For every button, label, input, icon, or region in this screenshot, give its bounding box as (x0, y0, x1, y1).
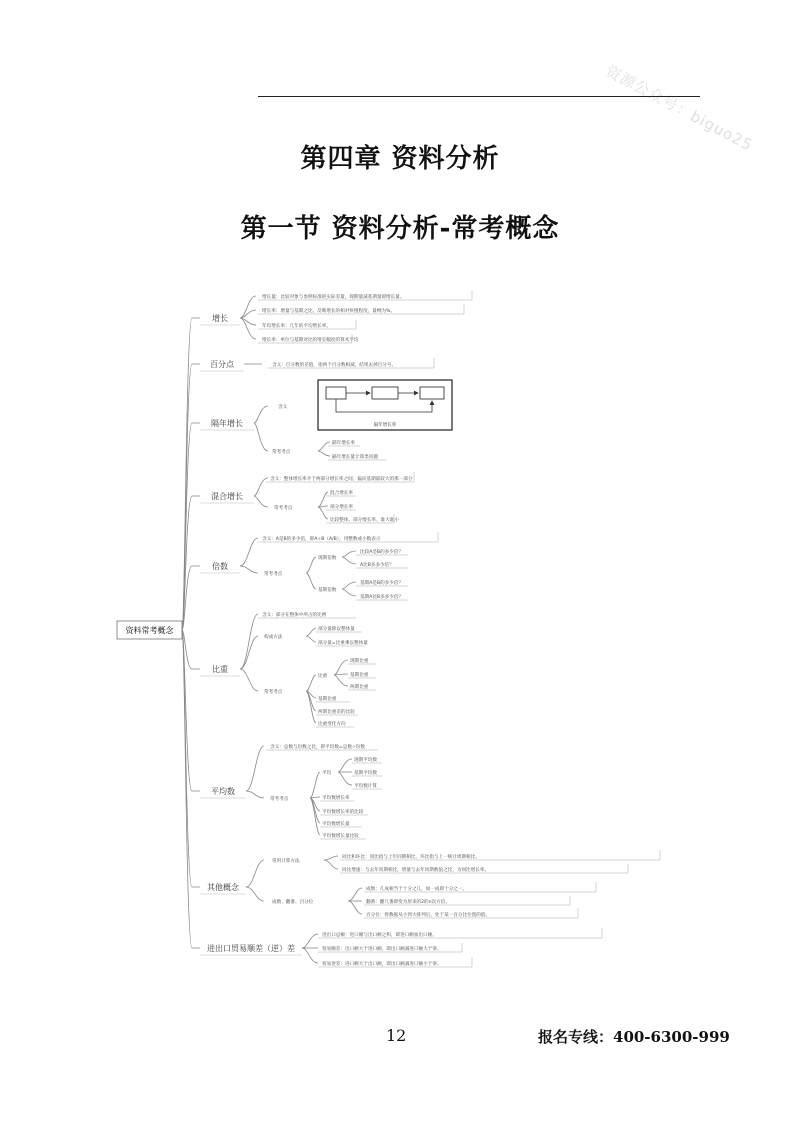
page-number: 12 (386, 1026, 407, 1045)
watermark: 资源公众号：biguo25 (602, 61, 756, 155)
leaf-proportion-sub: 比重 (318, 674, 328, 679)
leaf-proportion-change: 比重变化方向 (318, 722, 346, 727)
leaf-proportion-method: 构成方法 (264, 635, 283, 640)
leaf-interval-growth-rate: 隔年增长率 (332, 441, 355, 446)
mind-map-root: 资料常考概念 (125, 626, 174, 635)
leaf-mixed-growth-rate: 混合增长率 (330, 491, 353, 496)
leaf-proportion-method-1: 部分量除以整体量 (318, 627, 355, 632)
chapter-title: 第四章 资料分析 (300, 144, 500, 174)
interval-growth-diagram-caption: 隔年增长率 (373, 423, 397, 428)
leaf-total-trade: 进出口总额：进口额与出口额之和，即进口额加出口额。 (322, 933, 437, 938)
leaf-tenths-doubling-percentile: 成数、翻番、百分位 (272, 900, 314, 905)
leaf-doubling: 翻番：翻几番即变为原来的2的n次方倍。 (366, 900, 450, 905)
interval-growth-diagram (318, 380, 452, 430)
leaf-base-average: 基期平均数 (354, 771, 377, 776)
leaf-base-proportion: 基期比重 (318, 697, 337, 702)
leaf-average-definition: 含义：总数与份数之比，即平均数=总数÷份数 (270, 745, 365, 750)
section-title: 第一节 资料分析-常考概念 (240, 214, 560, 244)
branch-other-concepts: 其他概念 (207, 883, 239, 892)
branch-multiple: 倍数 (212, 562, 228, 571)
leaf-current-average: 现期平均数 (354, 758, 377, 763)
leaf-multiple-test-points: 常考考点 (264, 572, 283, 577)
leaf-yoy-growth: 同比增速：与去年同期相比，增量与去年同期数值之比，为同比增长率。 (342, 868, 490, 873)
branch-percentage-point: 百分点 (210, 360, 234, 369)
registration-hotline: 报名专线：400-6300-999 (538, 1028, 730, 1046)
leaf-growth-rate: 增长率：增量与基期之比，反映增长的相对快慢程度，量纲为%。 (262, 309, 395, 314)
leaf-current-multiple-q2: A比B多多少倍？ (360, 563, 394, 568)
leaf-average-calc: 平均数计算 (354, 784, 377, 789)
leaf-yoy-mom: 同比和环比：同比指与上年同期相比，环比指与上一统计周期相比。 (342, 855, 480, 860)
leaf-mixed-growth-test-points: 常考考点 (274, 506, 293, 511)
leaf-proportion-method-2: 部分量=比重乘以整体量 (318, 641, 368, 646)
leaf-common-calc-methods: 常用计算方法 (272, 859, 300, 864)
branch-trade-balance: 进出口贸易顺差（逆）差 (207, 944, 295, 953)
leaf-percentage-point-definition: 含义：百分数的差值，指两个百分数相减，结果去掉百分号。 (272, 363, 397, 368)
leaf-current-multiple-q1: 比较A是B的多少倍？ (360, 550, 404, 555)
leaf-annual-growth-rate: 年均增长率：几年的平均增长率。 (262, 324, 331, 329)
leaf-mixed-growth-compare: 比较整体、部分增长率、谁大谁小 (330, 518, 399, 523)
leaf-two-period-proportion-sub: 两期比重 (350, 685, 369, 690)
leaf-average-growth-rate-compare: 平均数增长率的比较 (322, 810, 364, 815)
leaf-proportion-test-points: 常考考点 (264, 690, 283, 695)
leaf-interval-growth-definition: 含义 (278, 405, 288, 410)
leaf-proportion-definition: 含义：部分在整体中所占的比例 (262, 613, 327, 618)
leaf-base-multiple-q1: 基期A是B的多少倍？ (360, 581, 404, 586)
leaf-multiple-definition: 含义：A是B的多少倍，即A÷B（A/B），用整数或小数表示 (262, 537, 381, 542)
leaf-base-multiple-q2: 基期A比B多多少倍？ (360, 595, 404, 600)
leaf-trade-surplus: 贸易顺差：出口额大于进口额，即出口额减进口额大于零。 (322, 947, 442, 952)
leaf-base-proportion-sub: 基期比重 (350, 673, 369, 678)
leaf-average-growth-amount-compare: 平均数增长量比较 (322, 834, 359, 839)
leaf-interval-growth-amount: 隔年增长量计算类问题 (332, 455, 378, 460)
leaf-percentile: 百分位：将数据从小到大排列后，处于某一百分比位置的值。 (366, 913, 491, 918)
leaf-current-multiple: 现期倍数 (318, 556, 337, 561)
branch-proportion: 比重 (212, 665, 228, 674)
branch-mixed-growth: 混合增长 (211, 492, 243, 501)
branch-growth: 增长 (212, 314, 228, 323)
leaf-tenths: 成数：几成相当于十分之几，如一成即十分之一。 (366, 887, 468, 892)
leaf-interval-growth-test-points: 常考考点 (272, 450, 291, 455)
leaf-base-multiple: 基期倍数 (318, 588, 337, 593)
leaf-growth-amount: 增长量：比较对象与参照标准的实际差量，现期量减基期量即增长量。 (262, 295, 405, 300)
leaf-trade-deficit: 贸易逆差：进口额大于出口额，即出口额减进口额小于零。 (322, 962, 442, 967)
branch-interval-growth: 隔年增长 (211, 419, 243, 428)
leaf-partial-growth-rate: 部分增长率 (330, 505, 353, 510)
branch-average: 平均数 (211, 787, 235, 796)
leaf-two-period-proportion: 两期比重差的比较 (318, 710, 355, 715)
leaf-current-proportion: 现期比重 (350, 659, 369, 664)
leaf-average-test-points: 常考考点 (270, 797, 289, 802)
leaf-average-growth-amount: 平均数增长量 (322, 822, 350, 827)
leaf-average-growth-rate: 增长率：单位与基期对比的增长幅度的算术平均 (262, 338, 359, 343)
leaf-average-growth-rate-2: 平均数增长率 (322, 796, 350, 801)
leaf-average-sub: 平均 (322, 771, 332, 776)
leaf-mixed-growth-definition: 含义：整体增长率介于两部分增长率之间，偏向基期量较大的那一部分 (270, 477, 413, 482)
